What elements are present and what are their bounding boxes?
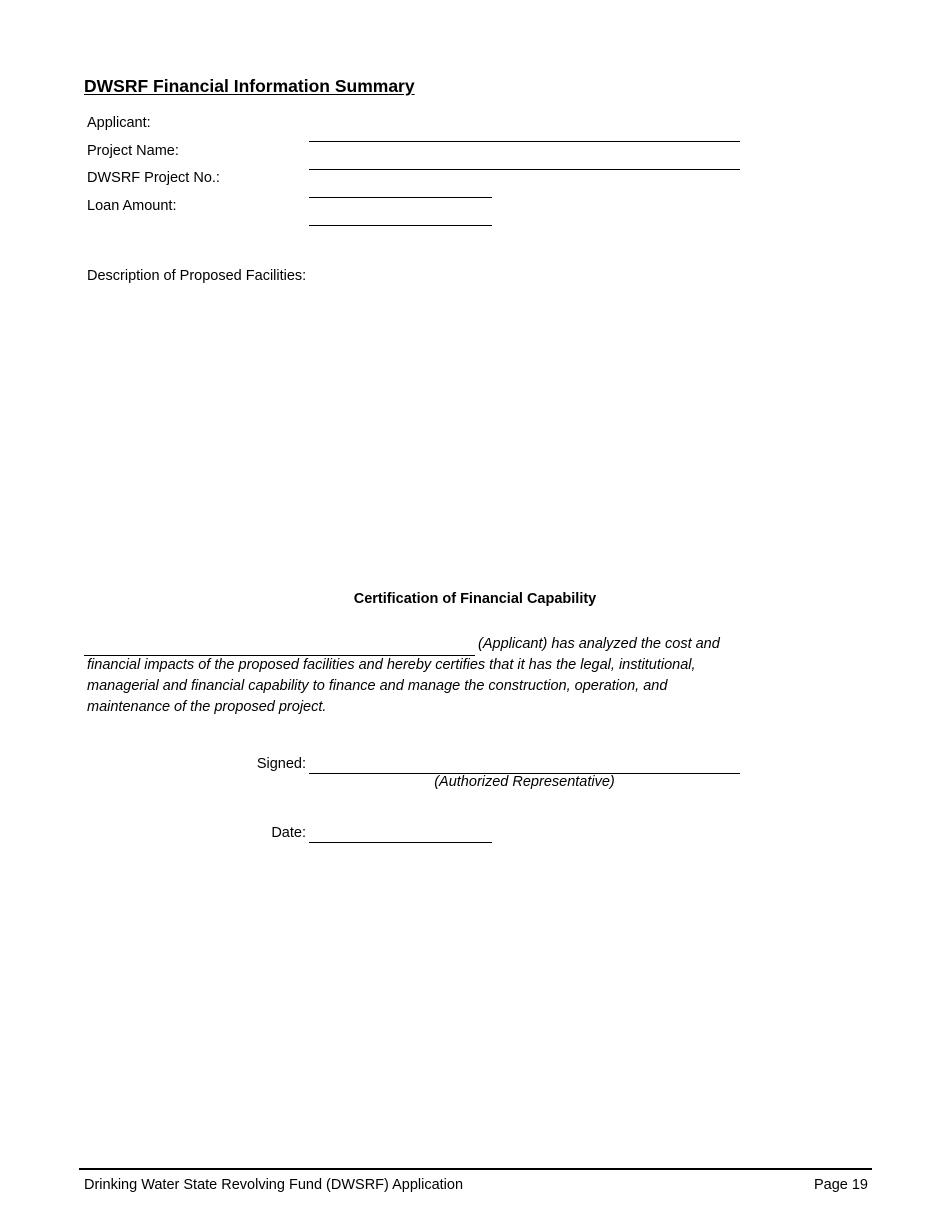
applicant-label: Applicant: (87, 115, 151, 131)
authorized-representative-caption: (Authorized Representative) (434, 774, 615, 790)
description-label: Description of Proposed Facilities: (87, 268, 307, 284)
loan-amount-label: Loan Amount: (87, 198, 177, 214)
page-title: DWSRF Financial Information Summary (84, 76, 415, 96)
description-area[interactable] (87, 292, 740, 572)
signed-label: Signed: (256, 756, 306, 772)
applicant-field[interactable] (309, 141, 740, 142)
project-name-label: Project Name: (87, 143, 179, 159)
date-label: Date: (271, 825, 306, 841)
certification-line-1: (Applicant) has analyzed the cost and (478, 636, 720, 652)
date-field[interactable] (309, 842, 492, 843)
certification-line-2: financial impacts of the proposed facilities and hereby certifies that it has the legal, institutional, (87, 657, 696, 673)
certification-line-3: managerial and financial capability to finance and manage the construction, operation, and (87, 678, 668, 694)
certification-line-4: maintenance of the proposed project. (87, 699, 327, 715)
page-number: Page 19 (813, 1177, 868, 1193)
project-number-field[interactable] (309, 197, 492, 198)
project-number-label: DWSRF Project No.: (87, 170, 220, 186)
footer-document-title: Drinking Water State Revolving Fund (DWSRF) Application (84, 1177, 464, 1193)
project-name-field[interactable] (309, 169, 740, 170)
loan-amount-field[interactable] (309, 225, 492, 226)
certification-title: Certification of Financial Capability (353, 591, 597, 607)
footer-divider (79, 1168, 872, 1170)
